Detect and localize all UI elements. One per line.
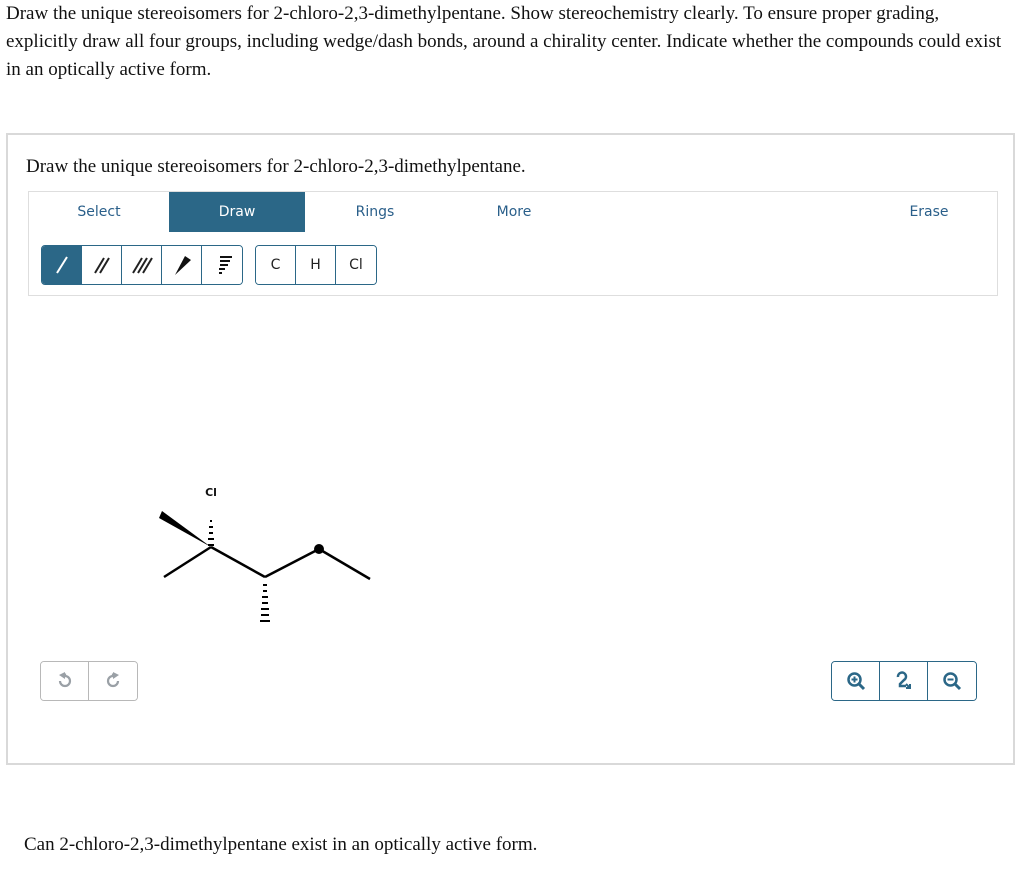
wedge-methyl-bond	[159, 511, 211, 547]
menu-bar	[28, 191, 998, 233]
dash-chlorine-bond	[208, 521, 214, 545]
history-controls	[40, 661, 138, 701]
selected-atom-dot	[314, 544, 324, 554]
zoom-controls	[831, 661, 977, 701]
redo-button[interactable]	[89, 662, 137, 700]
atom-carbon-button[interactable]: C	[256, 246, 296, 284]
double-bond-button[interactable]	[82, 246, 122, 284]
atom-tool-group	[255, 245, 377, 285]
wedge-bond-button[interactable]	[162, 246, 202, 284]
dash-bond-icon	[211, 254, 233, 276]
single-bond-button[interactable]	[42, 246, 82, 284]
zoom-out-button[interactable]	[928, 662, 976, 700]
wedge-bond-icon	[171, 254, 193, 276]
draw-menu[interactable]: Draw	[169, 192, 305, 232]
triple-bond-icon	[131, 254, 153, 276]
zoom-in-button[interactable]	[832, 662, 880, 700]
bond-c3-c4	[265, 549, 319, 577]
widget-title: Draw the unique stereoisomers for 2-chloro-2,3-dimethylpentane.	[26, 156, 526, 177]
triple-bond-button[interactable]	[122, 246, 162, 284]
dash-methyl-bond	[260, 585, 270, 621]
optical-activity-question: Can 2-chloro-2,3-dimethylpentane exist in an optically active form.	[24, 834, 538, 855]
dash-bond-button[interactable]	[202, 246, 242, 284]
undo-button[interactable]	[41, 662, 89, 700]
tool-row	[28, 232, 998, 296]
double-bond-icon	[91, 254, 113, 276]
atom-chlorine-button[interactable]: Cl	[336, 246, 376, 284]
more-menu[interactable]: More	[496, 204, 532, 220]
instructions-text: Draw the unique stereoisomers for 2-chloro-2,3-dimethylpentane. Show stereochemistry clearly. To ensure proper grading, explicitly draw all four groups, including wedge/dash bonds, around a chirality center. Indicate whether the compounds could exist in an optically active form.	[6, 3, 1002, 80]
rings-menu[interactable]: Rings	[355, 204, 395, 220]
reset-icon	[894, 671, 914, 691]
redo-icon	[104, 672, 122, 690]
chlorine-atom-label: Cl	[205, 486, 217, 499]
single-bond-icon	[51, 254, 73, 276]
drawing-widget	[6, 133, 1015, 765]
erase-menu[interactable]: Erase	[909, 204, 949, 220]
bond-tool-group	[41, 245, 243, 285]
bond-c2-c3	[211, 547, 265, 577]
drawing-canvas[interactable]	[8, 305, 1013, 763]
undo-icon	[56, 672, 74, 690]
bond-c4-c5	[319, 549, 370, 579]
zoom-out-icon	[942, 671, 962, 691]
select-menu[interactable]: Select	[77, 204, 121, 220]
bond-c1-c2	[164, 547, 211, 577]
zoom-in-icon	[846, 671, 866, 691]
reset-zoom-button[interactable]	[880, 662, 928, 700]
atom-hydrogen-button[interactable]: H	[296, 246, 336, 284]
